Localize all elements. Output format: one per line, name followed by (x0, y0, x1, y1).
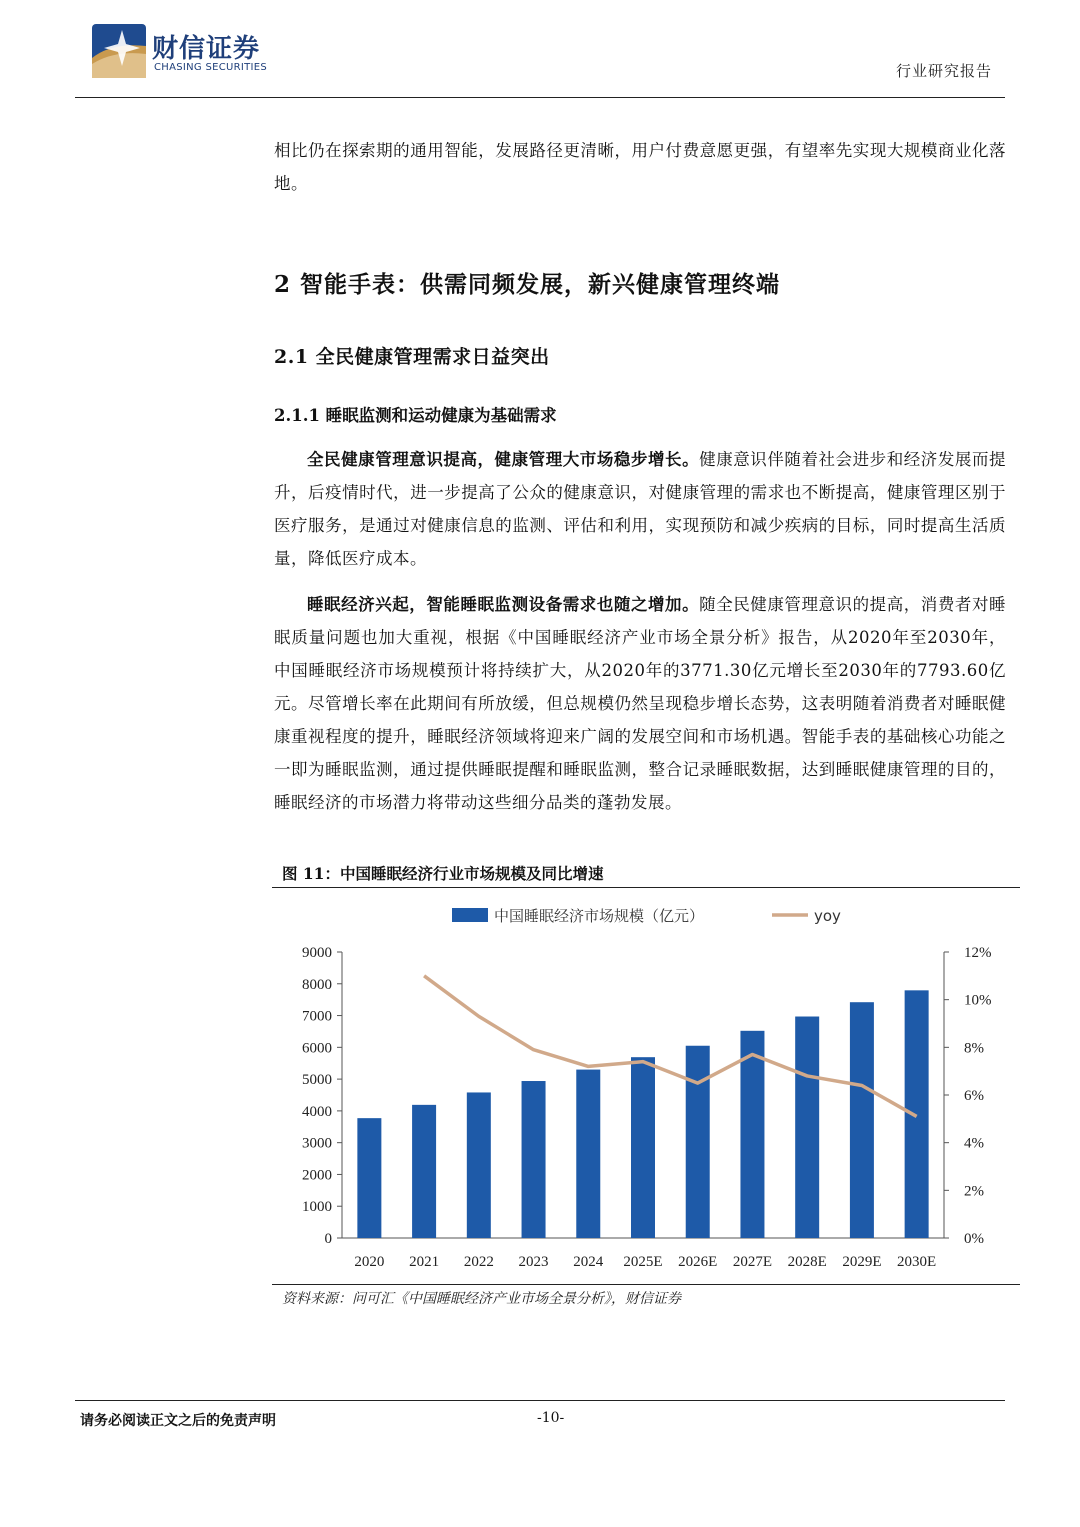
legend-bar-label: 中国睡眠经济市场规模（亿元） (494, 907, 705, 925)
bar (850, 1002, 874, 1238)
paragraph-health-management (274, 443, 1006, 575)
bar (522, 1081, 546, 1238)
bar-series (357, 990, 928, 1238)
header-divider (75, 97, 1005, 98)
y-left-tick-label: 5000 (302, 1072, 332, 1089)
y-right-tick-label: 12% (964, 945, 992, 961)
report-type: 行业研究报告 (895, 62, 992, 80)
yoy-line-series (424, 976, 917, 1117)
bar (905, 990, 929, 1238)
paragraph-body: 健康意识伴随着社会进步和经济发展而提升，后疫情时代，进一步提高了公众的健康意识，对健康管理的需求也不断提高，健康管理区别于医疗服务，是通过对健康信息的监测、评估和利用，实现预防和减少疾病的目标，同时提高生活质量，降低医疗成本。 (274, 450, 1007, 568)
company-logo (92, 24, 292, 82)
y-left-tick-label: 8000 (302, 976, 332, 993)
y-right-tick-label: 10% (964, 992, 992, 1009)
x-axis-labels (354, 1254, 936, 1270)
bar (795, 1017, 819, 1238)
bar (686, 1046, 710, 1238)
y-left-tick-label: 7000 (302, 1008, 332, 1025)
bar (357, 1118, 381, 1238)
legend-bar-swatch (452, 908, 488, 922)
x-tick-label: 2027E (732, 1254, 773, 1270)
logo-mark-icon (92, 24, 146, 78)
x-tick-label: 2029E (842, 1254, 882, 1270)
y-right-tick-label: 6% (964, 1088, 984, 1104)
logo-text-en: CHASING SECURITIES (154, 62, 268, 73)
x-tick-label: 2024 (573, 1254, 604, 1270)
x-tick-label: 2020 (354, 1254, 385, 1270)
y-left-tick-label: 3000 (302, 1135, 332, 1152)
y-right-tick-label: 8% (964, 1040, 984, 1057)
footer-divider (75, 1400, 1005, 1401)
y-left-tick-label: 0 (324, 1231, 332, 1247)
figure-caption: 图 11：中国睡眠经济行业市场规模及同比增速 (282, 864, 604, 883)
yoy-line (424, 976, 917, 1117)
page-number: -10- (537, 1410, 565, 1426)
paragraph-body: 随全民健康管理意识的提高，消费者对睡眠质量问题也加大重视，根据《中国睡眠经济产业市场全景分析》报告，从2020年至2030年，中国睡眠经济市场规模预计将持续扩大，从2020年的3771.30亿元增长至2030年的7793.60亿元。尽管增长率在此期间有所放缓，但总规模仍然呈现稳步增长态势，这表明随着消费者对睡眠健康重视程度的提升，睡眠经济领域将迎来广阔的发展空间和市场机遇。智能手表的基础核心功能之一即为睡眠监测，通过提供睡眠提醒和睡眠监测，整合记录睡眠数据，达到睡眠健康管理的目的，睡眠经济的市场潜力将带动这些细分品类的蓬勃发展。 (274, 595, 1007, 812)
x-tick-label: 2030E (897, 1254, 937, 1270)
logo-text-cn: 财信证券 (152, 34, 261, 64)
figure-source: 资料来源：问可汇《中国睡眠经济产业市场全景分析》，财信证券 (282, 1291, 681, 1307)
x-tick-label: 2022 (463, 1254, 494, 1270)
y-right-tick-label: 0% (964, 1231, 984, 1247)
paragraph-lead: 睡眠经济兴起，智能睡眠监测设备需求也随之增加。 (307, 595, 700, 614)
y-left-tick-label: 4000 (302, 1103, 332, 1120)
y-left-tick-label: 9000 (302, 945, 332, 961)
subsubsection-heading: 2.1.1 睡眠监测和运动健康为基础需求 (274, 406, 557, 425)
x-tick-label: 2026E (678, 1254, 718, 1270)
legend-line-label: yoy (814, 907, 841, 925)
subsection-heading: 2.1 全民健康管理需求日益突出 (274, 346, 550, 368)
y-left-tick-label: 6000 (302, 1040, 332, 1057)
bar (740, 1031, 764, 1238)
figure-bottom-rule (272, 1284, 1020, 1285)
y-left-tick-label: 1000 (302, 1199, 332, 1216)
x-tick-label: 2025E (623, 1254, 663, 1270)
bar (631, 1057, 655, 1238)
bar (576, 1070, 600, 1238)
chart-legend (452, 907, 841, 925)
intro-paragraph: 相比仍在探索期的通用智能，发展路径更清晰，用户付费意愿更强，有望率先实现大规模商业化落地。 (274, 141, 1006, 193)
y-left-tick-label: 2000 (302, 1167, 332, 1184)
y-right-tick-label: 4% (964, 1135, 984, 1152)
footer-disclaimer: 请务必阅读正文之后的免责声明 (80, 1413, 276, 1429)
x-tick-label: 2023 (518, 1254, 549, 1270)
bar (467, 1092, 491, 1238)
figure-top-rule (272, 887, 1020, 888)
sleep-economy-chart (272, 890, 1020, 1282)
x-tick-label: 2021 (409, 1254, 440, 1270)
paragraph-lead: 全民健康管理意识提高，健康管理大市场稳步增长。 (307, 450, 700, 469)
y-right-tick-label: 2% (964, 1183, 984, 1200)
bar (412, 1105, 436, 1238)
x-tick-label: 2028E (787, 1254, 827, 1270)
paragraph-sleep-economy (274, 588, 1006, 819)
section-heading: 2 智能手表：供需同频发展，新兴健康管理终端 (274, 271, 781, 298)
